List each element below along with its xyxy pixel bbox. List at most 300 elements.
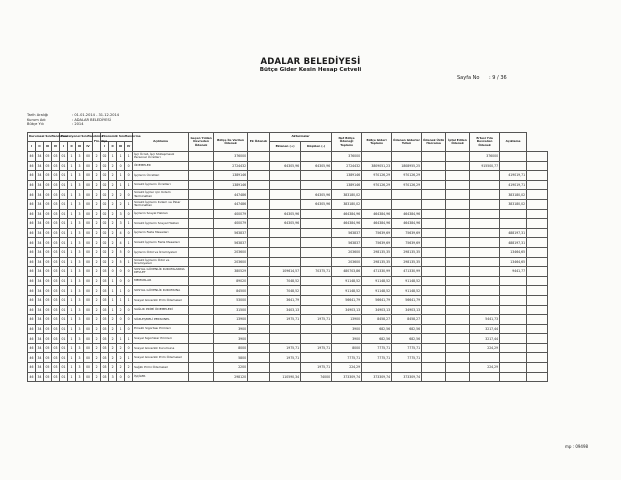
fonksiyonel-code-cell: 1: [68, 295, 76, 305]
ekonomik-code-cell: 1: [109, 152, 117, 162]
fonksiyonel-code-cell: 1: [68, 171, 76, 181]
kurumsal-code-cell: 34: [36, 152, 44, 162]
amount-cell: 2724432: [332, 161, 362, 171]
amount-cell: 224,29: [470, 343, 500, 353]
kurumsal-code-cell: 03: [52, 305, 60, 315]
table-row: [28, 372, 548, 382]
th-sub: I: [60, 142, 68, 152]
note-cell: [527, 315, 548, 325]
amount-cell: 3900: [332, 324, 362, 334]
fonksiyonel-code-cell: 3: [76, 247, 84, 257]
amount-cell: 464384,96: [362, 219, 392, 229]
kurumsal-code-cell: 46: [28, 152, 36, 162]
kurumsal-code-cell: 46: [28, 363, 36, 373]
amount-cell: [301, 171, 332, 181]
meta-line: [27, 118, 111, 122]
amount-cell: 383180,02: [500, 190, 527, 200]
amount-cell: 9441,77: [500, 267, 527, 277]
amount-cell: 1975,71: [270, 315, 301, 325]
kurumsal-code-cell: 34: [36, 219, 44, 229]
fonksiyonel-code-cell: 00: [84, 343, 93, 353]
amount-cell: 400079: [214, 209, 248, 219]
amount-cell: [500, 343, 527, 353]
description-cell: ÖDEMELER: [133, 161, 189, 171]
th-ek-odenek: Ek Ödenek: [248, 133, 270, 152]
kurumsal-code-cell: 46: [28, 267, 36, 277]
ekonomik-code-cell: 2: [109, 219, 117, 229]
amount-cell: [301, 219, 332, 229]
th-finans: Fin. Tipi: [93, 133, 101, 152]
amount-cell: [422, 343, 446, 353]
amount-cell: [422, 257, 446, 267]
ekonomik-code-cell: 1: [117, 324, 125, 334]
fonksiyonel-code-cell: 01: [60, 257, 68, 267]
ekonomik-code-cell: 2: [117, 305, 125, 315]
fonksiyonel-code-cell: 00: [84, 372, 93, 382]
th-sub: II: [36, 142, 44, 152]
amount-cell: [446, 209, 470, 219]
ekonomik-code-cell: 03: [101, 305, 109, 315]
amount-cell: [248, 305, 270, 315]
amount-cell: [500, 305, 527, 315]
fonksiyonel-code-cell: 01: [60, 324, 68, 334]
ekonomik-code-cell: 02: [101, 152, 109, 162]
meta-key: Bütçe Yılı: [27, 122, 44, 126]
amount-cell: [446, 353, 470, 363]
kurumsal-code-cell: 03: [52, 161, 60, 171]
amount-cell: 8458,27: [392, 315, 422, 325]
finans-tipi-cell: 2: [93, 276, 101, 286]
kurumsal-code-cell: 05: [44, 334, 52, 344]
amount-cell: 376000: [214, 152, 248, 162]
amount-cell: [446, 276, 470, 286]
fonksiyonel-code-cell: 3: [76, 171, 84, 181]
ekonomik-code-cell: 1: [125, 334, 133, 344]
footer-code: mp : 09498: [565, 444, 589, 449]
th-kurumsal: Kurumsal Sınıflandırma: [28, 133, 60, 142]
amount-cell: 64305,96: [270, 219, 301, 229]
amount-cell: [189, 286, 214, 296]
amount-cell: 464384,96: [332, 209, 362, 219]
amount-cell: [248, 180, 270, 190]
ekonomik-code-cell: 1: [117, 180, 125, 190]
kurumsal-code-cell: 34: [36, 315, 44, 325]
amount-cell: [446, 228, 470, 238]
ekonomik-code-cell: 02: [101, 209, 109, 219]
kurumsal-code-cell: 34: [36, 209, 44, 219]
kurumsal-code-cell: 05: [44, 276, 52, 286]
amount-cell: [248, 295, 270, 305]
amount-cell: [189, 247, 214, 257]
description-cell: Sosyal Güvenlik Kurumuna: [133, 343, 189, 353]
table-row: [28, 353, 548, 363]
finans-tipi-cell: 2: [93, 315, 101, 325]
amount-cell: [362, 363, 392, 373]
kurumsal-code-cell: 05: [44, 257, 52, 267]
amount-cell: [446, 161, 470, 171]
amount-cell: 3641,79: [270, 295, 301, 305]
fonksiyonel-code-cell: 3: [76, 315, 84, 325]
fonksiyonel-code-cell: 00: [84, 190, 93, 200]
finans-tipi-cell: 2: [93, 228, 101, 238]
amount-cell: [470, 267, 500, 277]
th-dusulen: Düşülen (-): [301, 142, 332, 152]
amount-cell: [422, 199, 446, 209]
amount-cell: 970126,29: [362, 180, 392, 190]
ekonomik-code-cell: 0: [125, 228, 133, 238]
table-row: [28, 267, 548, 277]
amount-cell: [248, 363, 270, 373]
kurumsal-code-cell: 03: [52, 209, 60, 219]
amount-cell: [362, 199, 392, 209]
fonksiyonel-code-cell: 00: [84, 315, 93, 325]
ekonomik-code-cell: 2: [109, 238, 117, 248]
amount-cell: [500, 363, 527, 373]
amount-cell: 7775,71: [332, 353, 362, 363]
amount-cell: 419019,71: [500, 180, 527, 190]
fonksiyonel-code-cell: 1: [68, 315, 76, 325]
fonksiyonel-code-cell: 3: [76, 353, 84, 363]
table-row: [28, 238, 548, 248]
kurumsal-code-cell: 05: [44, 180, 52, 190]
amount-cell: [248, 190, 270, 200]
amount-cell: 682,56: [362, 324, 392, 334]
th-butce-gideri: Bütçe Gideri Toplamı: [362, 133, 392, 152]
amount-cell: [470, 209, 500, 219]
th-butce-ile: Bütçe İle Verilen Ödenek: [214, 133, 248, 152]
th-sub: III: [117, 142, 125, 152]
amount-cell: [500, 315, 527, 325]
ekonomik-code-cell: 3: [109, 372, 117, 382]
ekonomik-code-cell: 1: [125, 219, 133, 229]
amount-cell: 447486: [214, 199, 248, 209]
amount-cell: 70375,71: [301, 267, 332, 277]
amount-cell: [422, 180, 446, 190]
ekonomik-code-cell: 2: [109, 199, 117, 209]
fonksiyonel-code-cell: 3: [76, 372, 84, 382]
amount-cell: [189, 257, 214, 267]
amount-cell: [446, 171, 470, 181]
ekonomik-code-cell: 1: [109, 276, 117, 286]
kurumsal-code-cell: 34: [36, 334, 44, 344]
kurumsal-code-cell: 46: [28, 257, 36, 267]
amount-cell: 64305,96: [301, 190, 332, 200]
amount-cell: [189, 372, 214, 382]
kurumsal-code-cell: 03: [52, 171, 60, 181]
th-net-butce: Net Bütçe Ödeneği Toplamı: [332, 133, 362, 152]
ekonomik-code-cell: 03: [101, 324, 109, 334]
description-cell: Sürekli İşçilerin Ücretleri: [133, 180, 189, 190]
amount-cell: [446, 363, 470, 373]
amount-cell: 34903,13: [392, 305, 422, 315]
fonksiyonel-code-cell: 00: [84, 238, 93, 248]
ekonomik-code-cell: 03: [101, 372, 109, 382]
ekonomik-code-cell: 0: [117, 276, 125, 286]
amount-cell: 13464,65: [500, 247, 527, 257]
fonksiyonel-code-cell: 3: [76, 276, 84, 286]
ekonomik-code-cell: 2: [109, 315, 117, 325]
kurumsal-code-cell: 46: [28, 324, 36, 334]
amount-cell: [446, 315, 470, 325]
amount-cell: [248, 324, 270, 334]
amount-cell: [248, 209, 270, 219]
amount-cell: 488197,31: [500, 228, 527, 238]
amount-cell: [446, 267, 470, 277]
ekonomik-code-cell: 0: [117, 267, 125, 277]
table-row: [28, 286, 548, 296]
amount-cell: [301, 228, 332, 238]
amount-cell: [270, 199, 301, 209]
ekonomik-code-cell: 1: [125, 353, 133, 363]
amount-cell: [500, 353, 527, 363]
ekonomik-code-cell: 0: [125, 161, 133, 171]
fonksiyonel-code-cell: 1: [68, 190, 76, 200]
amount-cell: 298135,35: [392, 247, 422, 257]
description-cell: İşçilerin Ücretleri: [133, 171, 189, 181]
page-label: Sayfa No: [457, 75, 480, 81]
amount-cell: 64305,96: [301, 199, 332, 209]
amount-cell: 464384,96: [392, 219, 422, 229]
description-cell: SOSYAL GÜVENLİK KURUMUNA: [133, 286, 189, 296]
amount-cell: 91148,52: [362, 286, 392, 296]
amount-cell: [189, 209, 214, 219]
amount-cell: [189, 199, 214, 209]
ekonomik-code-cell: 1: [109, 295, 117, 305]
amount-cell: [248, 353, 270, 363]
note-cell: [527, 238, 548, 248]
kurumsal-code-cell: 03: [52, 295, 60, 305]
finans-tipi-cell: 2: [93, 247, 101, 257]
table-row: [28, 276, 548, 286]
amount-cell: [470, 190, 500, 200]
amount-cell: [301, 238, 332, 248]
amount-cell: 8000: [332, 343, 362, 353]
th-sub: II: [109, 142, 117, 152]
ekonomik-code-cell: 1: [125, 180, 133, 190]
fonksiyonel-code-cell: 01: [60, 199, 68, 209]
amount-cell: [470, 247, 500, 257]
kurumsal-code-cell: 03: [52, 152, 60, 162]
ekonomik-code-cell: 2: [109, 190, 117, 200]
finans-tipi-cell: 2: [93, 324, 101, 334]
fonksiyonel-code-cell: 1: [68, 267, 76, 277]
fonksiyonel-code-cell: 01: [60, 305, 68, 315]
amount-cell: 5800: [214, 353, 248, 363]
ekonomik-code-cell: 02: [101, 257, 109, 267]
amount-cell: [248, 267, 270, 277]
ekonomik-code-cell: 03: [101, 334, 109, 344]
amount-cell: 970126,29: [362, 171, 392, 181]
fonksiyonel-code-cell: 3: [76, 152, 84, 162]
fonksiyonel-code-cell: 1: [68, 372, 76, 382]
amount-cell: 298135,35: [392, 257, 422, 267]
description-cell: SOSYAL GÜVENLİK KURUMLARINA DEVLET: [133, 267, 189, 277]
amount-cell: 480703,86: [332, 267, 362, 277]
amount-cell: 1389146: [214, 171, 248, 181]
amount-cell: 203600: [214, 247, 248, 257]
fonksiyonel-code-cell: 01: [60, 343, 68, 353]
amount-cell: 56641,79: [332, 295, 362, 305]
note-cell: [527, 343, 548, 353]
amount-cell: [270, 228, 301, 238]
amount-cell: [500, 209, 527, 219]
amount-cell: [189, 267, 214, 277]
amount-cell: [446, 286, 470, 296]
description-cell: Sürekli İşçilerin Sosyal Hakları: [133, 219, 189, 229]
th-aciklama2: Açıklama: [500, 133, 527, 152]
amount-cell: 373309,74: [332, 372, 362, 382]
amount-cell: 915500,77: [470, 161, 500, 171]
kurumsal-code-cell: 46: [28, 171, 36, 181]
note-cell: [527, 171, 548, 181]
fonksiyonel-code-cell: 3: [76, 190, 84, 200]
amount-cell: [422, 286, 446, 296]
th-ekonomik: Ekonomik Sınıflandırma: [101, 133, 133, 142]
amount-cell: [422, 238, 446, 248]
amount-cell: [248, 238, 270, 248]
kurumsal-code-cell: 03: [52, 180, 60, 190]
amount-cell: 8458,27: [362, 315, 392, 325]
kurumsal-code-cell: 34: [36, 286, 44, 296]
amount-cell: [446, 324, 470, 334]
ekonomik-code-cell: 02: [101, 199, 109, 209]
kurumsal-code-cell: 05: [44, 238, 52, 248]
amount-cell: [270, 334, 301, 344]
kurumsal-code-cell: 03: [52, 372, 60, 382]
ekonomik-code-cell: 0: [125, 267, 133, 277]
fonksiyonel-code-cell: 01: [60, 363, 68, 373]
amount-cell: 471330,99: [392, 267, 422, 277]
amount-cell: [301, 305, 332, 315]
fonksiyonel-code-cell: 1: [68, 228, 76, 238]
fonksiyonel-code-cell: 00: [84, 295, 93, 305]
ekonomik-code-cell: 03: [101, 276, 109, 286]
amount-cell: [189, 353, 214, 363]
description-cell: İŞÇİLER: [133, 372, 189, 382]
amount-cell: [248, 161, 270, 171]
amount-cell: 471330,99: [362, 267, 392, 277]
amount-cell: [248, 257, 270, 267]
fonksiyonel-code-cell: 1: [68, 247, 76, 257]
amount-cell: [446, 180, 470, 190]
amount-cell: [422, 363, 446, 373]
amount-cell: 383180,02: [332, 190, 362, 200]
amount-cell: 8000: [214, 343, 248, 353]
th-ertesi-yila: Ertesi Yıla Devreden Ödenek: [470, 133, 500, 152]
ekonomik-code-cell: 2: [125, 363, 133, 373]
kurumsal-code-cell: 34: [36, 180, 44, 190]
fonksiyonel-code-cell: 00: [84, 353, 93, 363]
table-row: [28, 295, 548, 305]
kurumsal-code-cell: 46: [28, 190, 36, 200]
kurumsal-code-cell: 46: [28, 209, 36, 219]
note-cell: [527, 257, 548, 267]
amount-cell: 563837: [332, 238, 362, 248]
ekonomik-code-cell: 2: [109, 343, 117, 353]
amount-cell: 74000: [301, 372, 332, 382]
table-row: [28, 363, 548, 373]
fonksiyonel-code-cell: 3: [76, 267, 84, 277]
ekonomik-code-cell: 03: [101, 295, 109, 305]
amount-cell: 1389146: [332, 180, 362, 190]
kurumsal-code-cell: 46: [28, 353, 36, 363]
fonksiyonel-code-cell: 01: [60, 267, 68, 277]
amount-cell: [189, 190, 214, 200]
amount-cell: [189, 324, 214, 334]
ekonomik-code-cell: 1: [125, 238, 133, 248]
fonksiyonel-code-cell: 01: [60, 276, 68, 286]
fonksiyonel-code-cell: 1: [68, 257, 76, 267]
kurumsal-code-cell: 34: [36, 353, 44, 363]
note-cell: [527, 286, 548, 296]
amount-cell: 2724432: [214, 161, 248, 171]
table-row: [28, 315, 548, 325]
fonksiyonel-code-cell: 3: [76, 180, 84, 190]
ekonomik-code-cell: 2: [109, 161, 117, 171]
amount-cell: [301, 324, 332, 334]
ekonomik-code-cell: 3: [117, 209, 125, 219]
amount-cell: 7775,71: [362, 343, 392, 353]
amount-cell: [189, 343, 214, 353]
amount-cell: [470, 219, 500, 229]
fonksiyonel-code-cell: 01: [60, 171, 68, 181]
amount-cell: 5441,73: [470, 315, 500, 325]
kurumsal-code-cell: 05: [44, 353, 52, 363]
fonksiyonel-code-cell: 1: [68, 219, 76, 229]
ekonomik-code-cell: 5: [117, 247, 125, 257]
amount-cell: 3900: [214, 334, 248, 344]
amount-cell: 64305,96: [270, 161, 301, 171]
kurumsal-code-cell: 46: [28, 219, 36, 229]
ekonomik-code-cell: 2: [117, 199, 125, 209]
amount-cell: [248, 286, 270, 296]
meta-key: Kurum Adı: [27, 117, 46, 122]
amount-cell: 464384,96: [362, 209, 392, 219]
page-value: : 9 / 36: [489, 75, 507, 81]
th-iptal: İptal Edilen Ödenek: [446, 133, 470, 152]
description-cell: Sosyal Güvenlik Prim Ödemeleri: [133, 353, 189, 363]
kurumsal-code-cell: 03: [52, 363, 60, 373]
amount-cell: [392, 363, 422, 373]
description-cell: İşçilerin Ödül ve İkramiyeleri: [133, 247, 189, 257]
amount-cell: [362, 152, 392, 162]
note-cell: [527, 190, 548, 200]
finans-tipi-cell: 2: [93, 353, 101, 363]
description-cell: Sağlık Primi Ödemeleri: [133, 363, 189, 373]
ekonomik-code-cell: 03: [101, 267, 109, 277]
amount-cell: 1389146: [332, 171, 362, 181]
amount-cell: [500, 286, 527, 296]
ekonomik-code-cell: 2: [109, 180, 117, 190]
amount-cell: 13900: [332, 315, 362, 325]
amount-cell: [422, 295, 446, 305]
amount-cell: [270, 238, 301, 248]
amount-cell: 563837: [332, 228, 362, 238]
amount-cell: [470, 295, 500, 305]
amount-cell: 13464,65: [500, 257, 527, 267]
ekonomik-code-cell: 02: [101, 161, 109, 171]
table-header-row: [28, 133, 548, 142]
fonksiyonel-code-cell: 1: [68, 324, 76, 334]
fonksiyonel-code-cell: 1: [68, 161, 76, 171]
amount-cell: [301, 295, 332, 305]
ekonomik-code-cell: 2: [117, 363, 125, 373]
amount-cell: 3900: [214, 324, 248, 334]
amount-cell: 380529: [214, 267, 248, 277]
amount-cell: 64305,96: [270, 209, 301, 219]
amount-cell: 64305,96: [301, 161, 332, 171]
amount-cell: 13900: [214, 315, 248, 325]
